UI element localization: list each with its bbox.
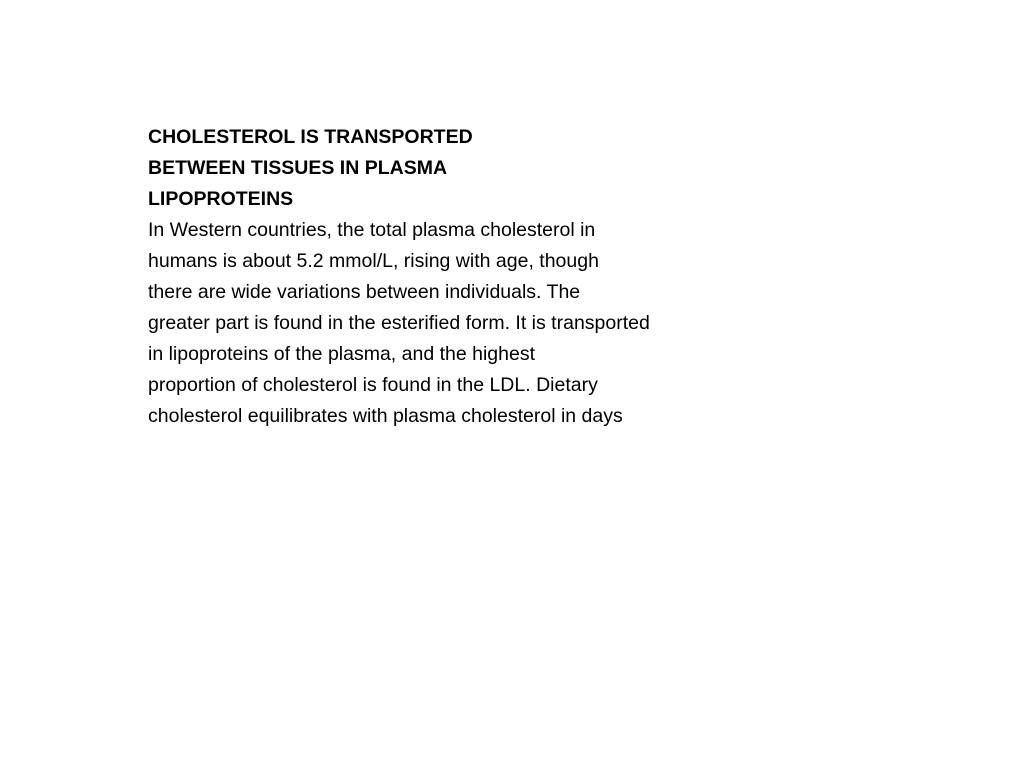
body-line: there are wide variations between individuals. The (148, 281, 581, 303)
body-line: proportion of cholesterol is found in the LDL. Dietary (148, 374, 598, 396)
body-line: humans is about 5.2 mmol/L, rising with age, though (148, 250, 599, 272)
body-line: In Western countries, the total plasma cholesterol in (148, 219, 596, 241)
body-line: in lipoproteins of the plasma, and the highest (148, 343, 536, 365)
heading-line: CHOLESTEROL IS TRANSPORTED (148, 126, 473, 148)
heading-line: BETWEEN TISSUES IN PLASMA (148, 157, 448, 179)
heading-line: LIPOPROTEINS (148, 188, 294, 210)
slide-heading (148, 122, 828, 215)
text-block (148, 122, 828, 432)
body-line: greater part is found in the esterified form. It is transported (148, 312, 650, 334)
body-paragraph (148, 215, 828, 432)
body-line: cholesterol equilibrates with plasma cholesterol in days (148, 405, 623, 427)
